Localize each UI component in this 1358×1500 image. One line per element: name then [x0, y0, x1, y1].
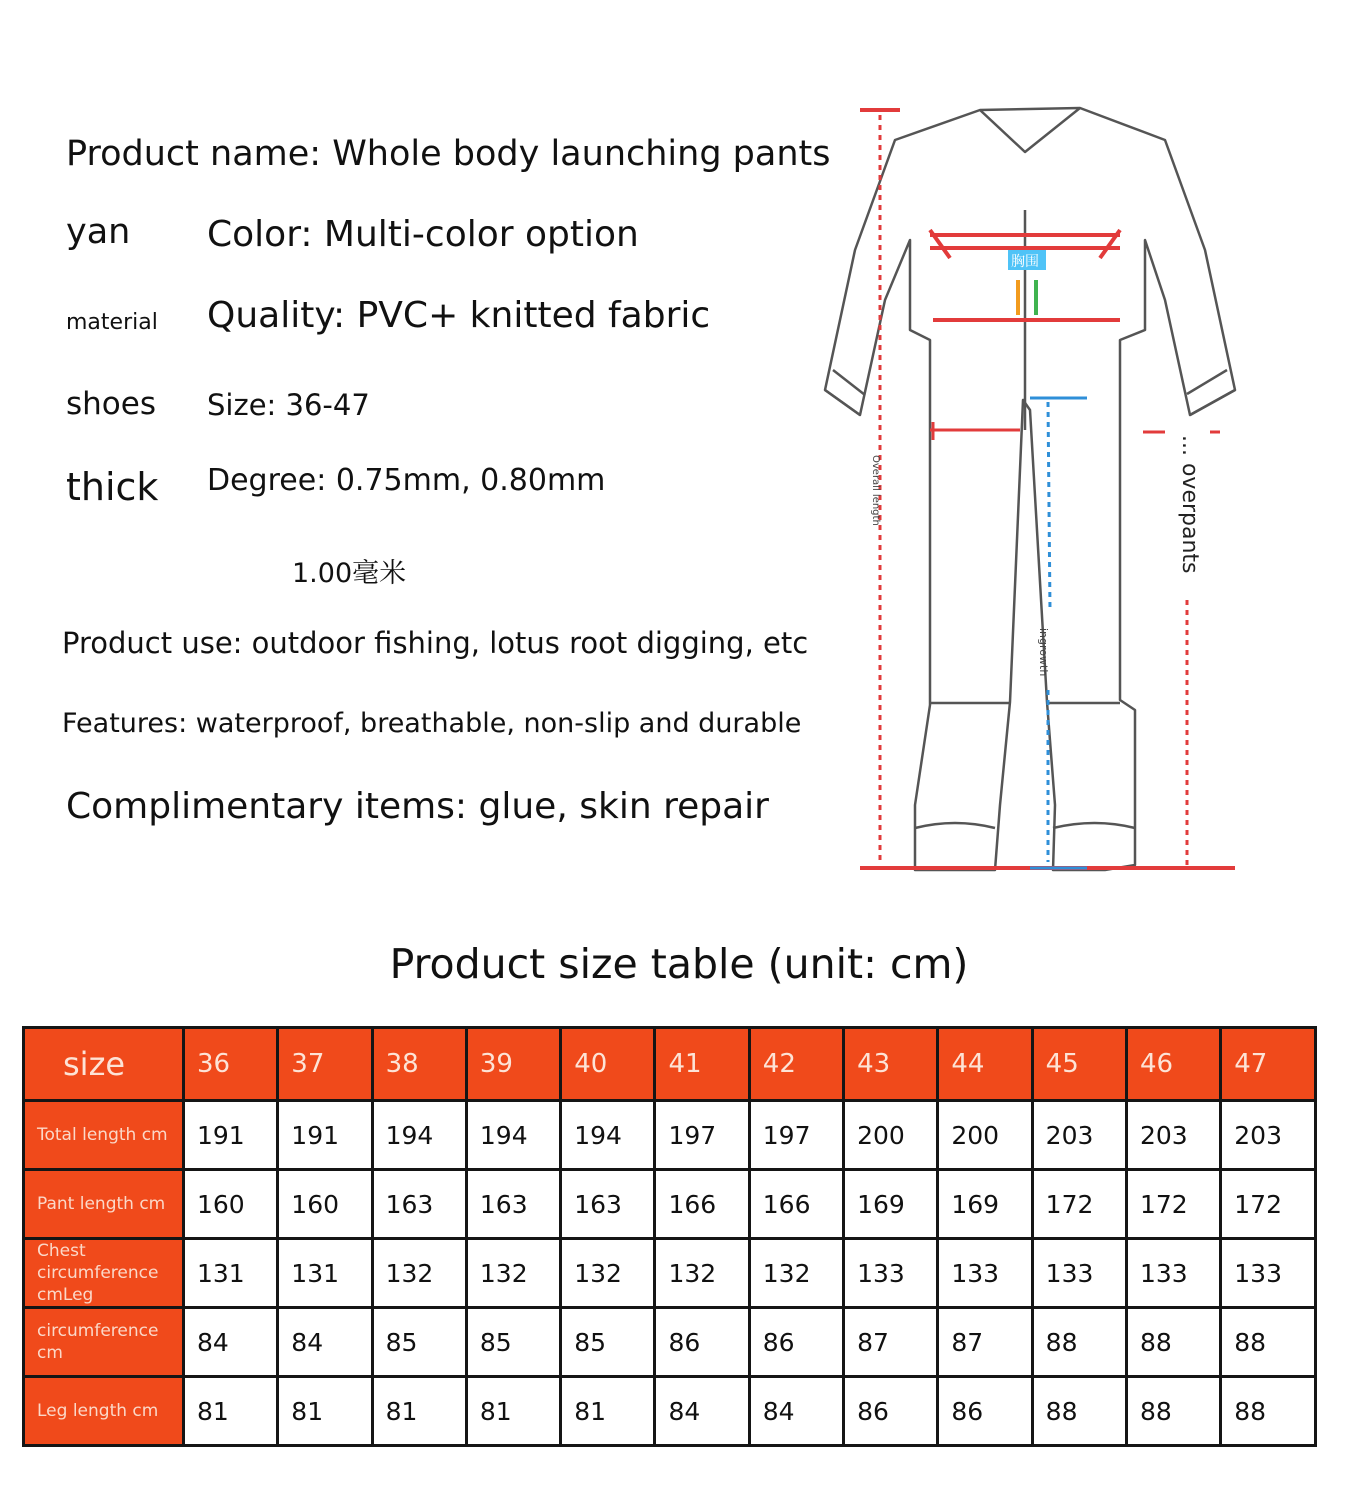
table-cell: 166 [749, 1170, 843, 1239]
table-cell: 81 [184, 1377, 278, 1446]
degree-extra: 1.00毫米 [292, 558, 407, 589]
table-cell: 84 [655, 1377, 749, 1446]
table-row-leg-length [24, 1377, 1316, 1446]
table-row-chest-circumference [24, 1239, 1316, 1308]
table-cell: 87 [844, 1308, 938, 1377]
left-cuff [825, 370, 865, 415]
shoes-label: shoes [66, 386, 156, 422]
product-name: Product name: Whole body launching pants [66, 134, 831, 174]
table-cell: 132 [466, 1239, 560, 1308]
table-cell: 133 [1126, 1239, 1220, 1308]
size-col: 39 [466, 1028, 560, 1101]
color-value: Color: Multi-color option [207, 214, 639, 255]
table-cell: 81 [561, 1377, 655, 1446]
complimentary-items: Complimentary items: glue, skin repair [66, 786, 769, 827]
table-cell: 169 [938, 1170, 1032, 1239]
ingrowth-label: ingrowth [1037, 628, 1050, 677]
wader-measurement-figure [815, 100, 1245, 880]
table-cell: 85 [372, 1308, 466, 1377]
table-cell: 88 [1126, 1308, 1220, 1377]
table-cell: 203 [1032, 1101, 1126, 1170]
table-row-pant-length [24, 1170, 1316, 1239]
table-cell: 191 [278, 1101, 372, 1170]
row-label: Total length cm [24, 1101, 184, 1170]
table-cell: 191 [184, 1101, 278, 1170]
table-cell: 194 [466, 1101, 560, 1170]
thigh-measure [930, 422, 1020, 440]
table-cell: 86 [655, 1308, 749, 1377]
size-col: 41 [655, 1028, 749, 1101]
size-col: 45 [1032, 1028, 1126, 1101]
table-cell: 88 [1032, 1308, 1126, 1377]
table-cell: 131 [278, 1239, 372, 1308]
size-col: 40 [561, 1028, 655, 1101]
table-cell: 85 [466, 1308, 560, 1377]
table-cell: 194 [372, 1101, 466, 1170]
table-cell: 88 [1221, 1308, 1315, 1377]
row-label: Pant length cm [24, 1170, 184, 1239]
table-cell: 132 [655, 1239, 749, 1308]
table-cell: 133 [1032, 1239, 1126, 1308]
table-cell: 86 [938, 1377, 1032, 1446]
size-col: 44 [938, 1028, 1032, 1101]
table-cell: 200 [844, 1101, 938, 1170]
size-col: 46 [1126, 1028, 1220, 1101]
table-cell: 81 [372, 1377, 466, 1446]
right-boot-toe [1053, 823, 1135, 828]
table-cell: 88 [1221, 1377, 1315, 1446]
table-cell: 203 [1126, 1101, 1220, 1170]
quality-value: Quality: PVC+ knitted fabric [207, 295, 711, 336]
size-table-title: Product size table (unit: cm) [389, 940, 969, 988]
table-cell: 200 [938, 1101, 1032, 1170]
table-cell: 84 [278, 1308, 372, 1377]
table-row-total-length [24, 1101, 1316, 1170]
table-cell: 132 [372, 1239, 466, 1308]
size-header-row [24, 1028, 1316, 1101]
left-boot-toe [915, 823, 995, 828]
table-cell: 163 [466, 1170, 560, 1239]
table-cell: 132 [561, 1239, 655, 1308]
size-col: 42 [749, 1028, 843, 1101]
material-label: material [66, 310, 158, 335]
size-col: 43 [844, 1028, 938, 1101]
table-cell: 88 [1126, 1377, 1220, 1446]
row-label: Chest circumference cmLeg [24, 1239, 184, 1308]
degree-value: Degree: 0.75mm, 0.80mm [207, 463, 606, 498]
table-cell: 197 [749, 1101, 843, 1170]
table-cell: 132 [749, 1239, 843, 1308]
size-col: 36 [184, 1028, 278, 1101]
table-cell: 133 [844, 1239, 938, 1308]
table-cell: 172 [1126, 1170, 1220, 1239]
size-col: 38 [372, 1028, 466, 1101]
table-cell: 163 [372, 1170, 466, 1239]
size-col: 37 [278, 1028, 372, 1101]
overall-length-label: Overall length [870, 455, 881, 526]
right-cuff [1187, 370, 1235, 415]
table-cell: 172 [1221, 1170, 1315, 1239]
product-use: Product use: outdoor fishing, lotus root digging, etc [62, 626, 809, 660]
table-cell: 81 [278, 1377, 372, 1446]
table-cell: 84 [184, 1308, 278, 1377]
row-label: Leg length cm [24, 1377, 184, 1446]
table-cell: 169 [844, 1170, 938, 1239]
table-row-leg-circumference [24, 1308, 1316, 1377]
wader-outline [825, 108, 1235, 870]
table-cell: 133 [938, 1239, 1032, 1308]
table-cell: 84 [749, 1377, 843, 1446]
size-table [22, 1026, 1317, 1447]
table-cell: 87 [938, 1308, 1032, 1377]
table-cell: 163 [561, 1170, 655, 1239]
color-label: yan [66, 212, 131, 252]
table-cell: 172 [1032, 1170, 1126, 1239]
table-cell: 166 [655, 1170, 749, 1239]
collar [980, 108, 1080, 152]
table-cell: 160 [184, 1170, 278, 1239]
table-cell: 197 [655, 1101, 749, 1170]
chest-badge-label: 胸围 [1011, 254, 1039, 270]
size-col: 47 [1221, 1028, 1315, 1101]
size-value: Size: 36-47 [207, 388, 370, 422]
row-label: circumference cm [24, 1308, 184, 1377]
table-cell: 88 [1032, 1377, 1126, 1446]
table-cell: 86 [844, 1377, 938, 1446]
table-cell: 131 [184, 1239, 278, 1308]
table-cell: 86 [749, 1308, 843, 1377]
table-cell: 160 [278, 1170, 372, 1239]
table-cell: 203 [1221, 1101, 1315, 1170]
size-header-label: size [24, 1028, 184, 1101]
table-cell: 85 [561, 1308, 655, 1377]
table-cell: 194 [561, 1101, 655, 1170]
thick-label: thick [66, 465, 159, 509]
overpants-label: ... overpants [1177, 435, 1202, 574]
table-cell: 81 [466, 1377, 560, 1446]
product-features: Features: waterproof, breathable, non-slip and durable [62, 708, 802, 739]
table-cell: 133 [1221, 1239, 1315, 1308]
